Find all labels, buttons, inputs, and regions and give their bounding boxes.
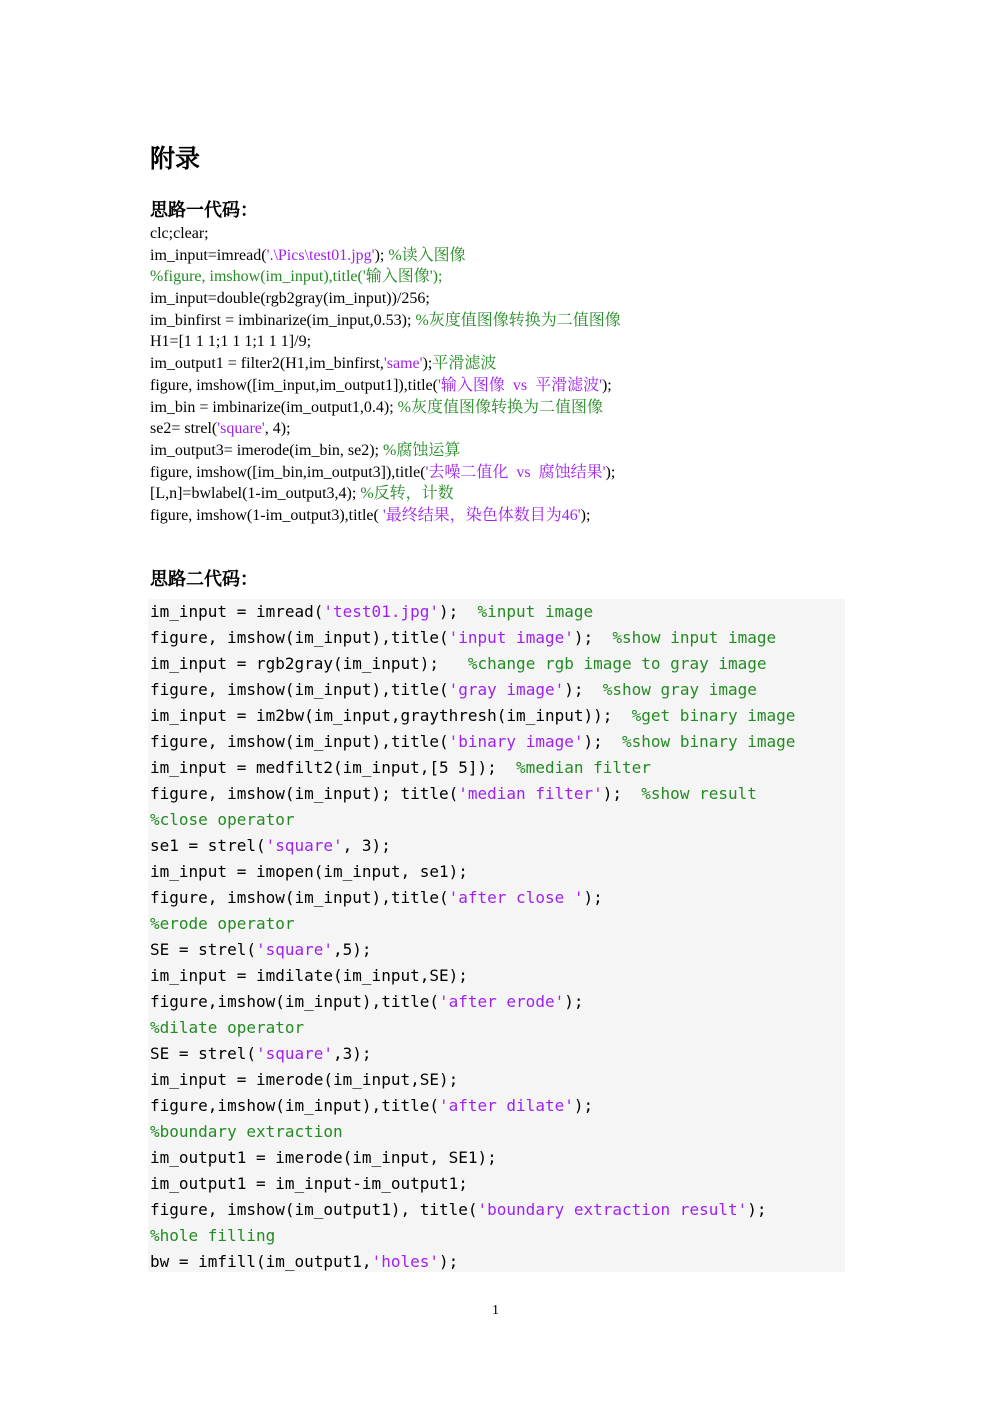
code-text: im_output1 = filter2(H1,im_binfirst, xyxy=(150,355,384,373)
code-comment: %show binary image xyxy=(622,732,796,751)
code-comment: %dilate operator xyxy=(150,1018,305,1037)
code-text: SE = strel( xyxy=(150,940,256,959)
code-text: im_input = imopen(im_input, se1); xyxy=(150,862,468,881)
code-comment: %input image xyxy=(477,602,594,621)
code-text: ); xyxy=(747,1200,767,1219)
code-text: figure,imshow(im_input),title( xyxy=(150,992,439,1011)
code-line xyxy=(150,859,845,885)
code-text: H1=[1 1 1;1 1 1;1 1 1]/9; xyxy=(150,333,312,351)
code-block-approach-2 xyxy=(148,599,845,1272)
code-text: ); xyxy=(564,992,584,1011)
code-line xyxy=(150,651,845,677)
code-text: im_binfirst = imbinarize(im_input,0.53); xyxy=(150,311,416,329)
code-comment: %灰度值图像转换为二值图像 xyxy=(397,398,603,416)
code-text: ); xyxy=(564,680,603,699)
code-text: im_bin = imbinarize(im_output1,0.4); xyxy=(150,398,398,416)
code-line xyxy=(150,1119,845,1145)
code-line xyxy=(150,505,850,527)
code-comment: %figure, imshow(im_input),title('输入图像'); xyxy=(150,268,443,286)
code-text: ); xyxy=(422,355,433,373)
code-text: ); xyxy=(439,1252,459,1271)
code-string: 'square' xyxy=(217,420,265,438)
code-text: im_input = im2bw(im_input,graythresh(im_input)); xyxy=(150,706,632,725)
code-line xyxy=(150,1015,845,1041)
code-text: figure, imshow(im_input),title( xyxy=(150,888,449,907)
code-text: figure, imshow(im_input),title( xyxy=(150,732,449,751)
code-line xyxy=(150,462,850,484)
code-text: im_output1 = im_input-im_output1; xyxy=(150,1174,468,1193)
code-line xyxy=(150,1197,845,1223)
code-text: se2= strel( xyxy=(150,420,218,438)
code-string: '最终结果，染色体数目为46' xyxy=(382,506,581,524)
code-string: '去噪二值化 vs 腐蚀结果' xyxy=(425,463,606,481)
code-text: figure, imshow(im_input); title( xyxy=(150,784,459,803)
code-line xyxy=(150,266,850,288)
code-line xyxy=(150,331,850,353)
code-text: ); xyxy=(583,732,623,751)
code-comment: %show input image xyxy=(612,628,777,647)
code-comment: %show gray image xyxy=(602,680,757,699)
code-text: ,3); xyxy=(333,1044,372,1063)
page-title: 附录 xyxy=(150,144,201,173)
code-comment: 平滑滤波 xyxy=(432,355,497,373)
code-string: 'holes' xyxy=(371,1252,439,1271)
code-line xyxy=(150,1171,845,1197)
section-heading-approach-2: 思路二代码： xyxy=(150,569,258,590)
code-line xyxy=(150,375,850,397)
code-string: 'gray image' xyxy=(448,680,565,699)
code-text: ); xyxy=(374,246,389,264)
code-line xyxy=(150,885,845,911)
code-text: , 4); xyxy=(264,420,291,438)
code-comment: %读入图像 xyxy=(388,246,466,264)
code-line xyxy=(150,911,845,937)
code-comment: %反转，计数 xyxy=(360,485,454,503)
code-text: [L,n]=bwlabel(1-im_output3,4); xyxy=(150,485,361,503)
code-string: '输入图像 vs 平滑滤波' xyxy=(437,376,602,394)
code-text: ); xyxy=(573,1096,594,1115)
code-text: se1 = strel( xyxy=(150,836,266,855)
code-line xyxy=(150,703,845,729)
code-text: im_input = imread( xyxy=(150,602,324,621)
code-line xyxy=(150,1249,845,1275)
code-text: ); xyxy=(605,463,616,481)
code-text: bw = imfill(im_output1, xyxy=(150,1252,372,1271)
code-line xyxy=(150,440,850,462)
code-text: im_input = rgb2gray(im_input); xyxy=(150,654,468,673)
code-string: '.\Pics\test01.jpg' xyxy=(266,246,375,264)
code-line xyxy=(150,625,845,651)
page-number: 1 xyxy=(492,1303,499,1318)
code-text: im_input=double(rgb2gray(im_input))/256; xyxy=(150,290,430,308)
code-string: 'binary image' xyxy=(448,732,584,751)
code-line xyxy=(150,1223,845,1249)
code-line xyxy=(150,807,845,833)
code-comment: %show result xyxy=(641,784,757,803)
code-line xyxy=(150,223,850,245)
code-text: ); xyxy=(573,628,613,647)
code-line xyxy=(150,729,845,755)
code-comment: %hole filling xyxy=(150,1226,276,1245)
code-line xyxy=(150,833,845,859)
code-text: im_output1 = imerode(im_input, SE1); xyxy=(150,1148,497,1167)
code-line xyxy=(150,245,850,267)
code-line xyxy=(150,937,845,963)
code-text: figure, imshow(im_input),title( xyxy=(150,628,449,647)
code-line xyxy=(150,781,845,807)
code-line xyxy=(150,755,845,781)
section-heading-approach-1: 思路一代码： xyxy=(150,200,258,221)
code-string: 'same' xyxy=(383,355,423,373)
code-text: ); xyxy=(602,784,642,803)
code-line xyxy=(150,1145,845,1171)
code-line xyxy=(150,418,850,440)
code-line xyxy=(150,1041,845,1067)
code-string: 'input image' xyxy=(448,628,574,647)
code-line xyxy=(150,1093,845,1119)
code-string: 'median filter' xyxy=(458,784,603,803)
code-line xyxy=(150,677,845,703)
code-line xyxy=(150,989,845,1015)
code-line xyxy=(150,397,850,419)
code-block-approach-1 xyxy=(150,223,850,527)
code-string: 'boundary extraction result' xyxy=(477,1200,748,1219)
code-text: ); xyxy=(438,602,478,621)
code-text: im_output3= imerode(im_bin, se2); xyxy=(150,441,383,459)
code-text: figure, imshow(im_output1), title( xyxy=(150,1200,478,1219)
code-string: 'after erode' xyxy=(438,992,565,1011)
code-comment: %灰度值图像转换为二值图像 xyxy=(415,311,621,329)
code-string: 'after close ' xyxy=(448,888,584,907)
code-line xyxy=(150,310,850,332)
code-comment: %erode operator xyxy=(150,914,295,933)
code-text: im_input = imerode(im_input,SE); xyxy=(150,1070,459,1089)
code-line xyxy=(150,599,845,625)
code-line xyxy=(150,1067,845,1093)
code-string: 'test01.jpg' xyxy=(323,602,439,621)
code-line xyxy=(150,483,850,505)
code-text: im_input=imread( xyxy=(150,246,267,264)
code-comment: %close operator xyxy=(150,810,295,829)
code-text: figure, imshow(1-im_output3),title( xyxy=(150,506,383,524)
code-comment: %腐蚀运算 xyxy=(383,441,461,459)
code-text: figure,imshow(im_input),title( xyxy=(150,1096,439,1115)
code-string: 'square' xyxy=(265,836,343,855)
code-string: 'after dilate' xyxy=(438,1096,574,1115)
code-line xyxy=(150,353,850,375)
code-line xyxy=(150,288,850,310)
code-text: ); xyxy=(583,888,603,907)
code-text: im_input = imdilate(im_input,SE); xyxy=(150,966,468,985)
code-text: figure, imshow([im_bin,im_output3]),title( xyxy=(150,463,426,481)
code-text: ); xyxy=(601,376,612,394)
code-comment: %get binary image xyxy=(631,706,796,725)
code-comment: %change rgb image to gray image xyxy=(467,654,767,673)
code-line xyxy=(150,963,845,989)
code-text: im_input = medfilt2(im_input,[5 5]); xyxy=(150,758,517,777)
code-text: figure, imshow([im_input,im_output1]),title( xyxy=(150,376,438,394)
code-text: ); xyxy=(580,506,591,524)
code-comment: %median filter xyxy=(516,758,651,777)
code-text: figure, imshow(im_input),title( xyxy=(150,680,449,699)
code-text: clc;clear; xyxy=(150,225,209,242)
code-string: 'square' xyxy=(255,940,334,959)
code-text: , 3); xyxy=(342,836,391,855)
code-text: ,5); xyxy=(333,940,372,959)
code-text: SE = strel( xyxy=(150,1044,256,1063)
code-comment: %boundary extraction xyxy=(150,1122,343,1141)
code-string: 'square' xyxy=(255,1044,334,1063)
